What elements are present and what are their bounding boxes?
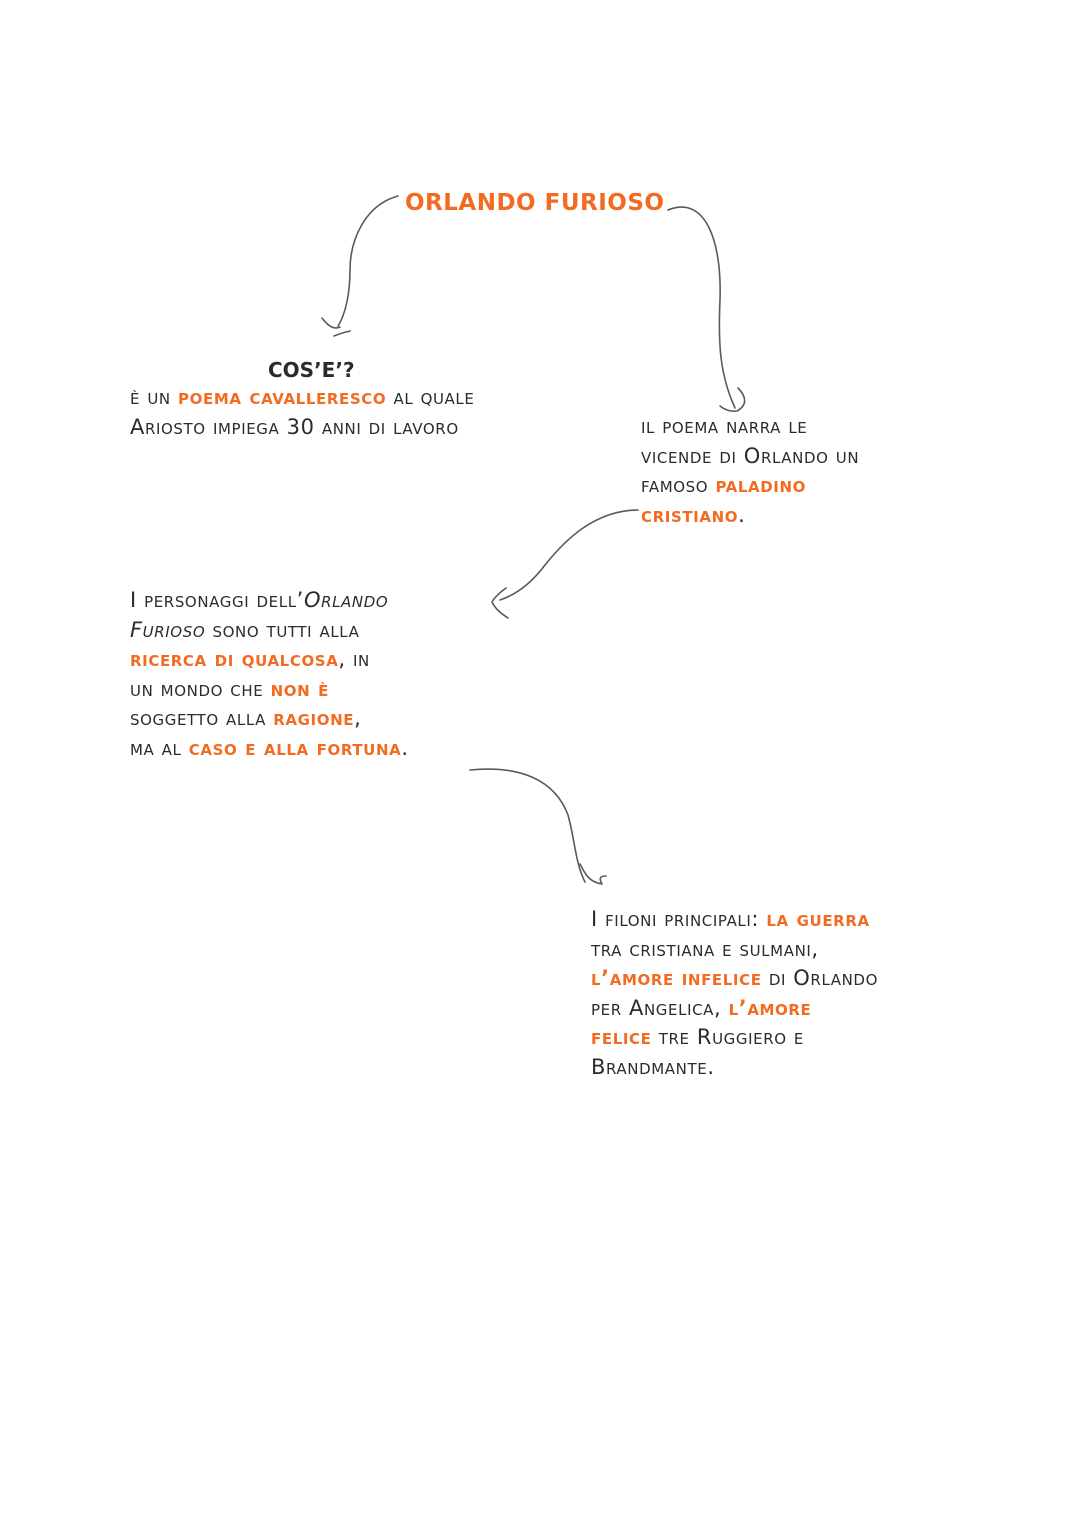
threads-highlight-felice: felice	[591, 1025, 652, 1049]
threads-t3-rest: di Orlando	[761, 966, 878, 990]
narration-block	[641, 412, 961, 530]
characters-t4: un mondo che	[130, 676, 271, 701]
arrow-characters-to-threads-head	[580, 864, 606, 884]
characters-block	[130, 586, 510, 763]
definition-line2: Ariosto impiega 30 anni di lavoro	[130, 414, 459, 439]
characters-t1: I personaggi dell’	[130, 588, 304, 612]
narration-line1: il poema narra le	[641, 414, 808, 438]
threads-highlight-amore-infelice: l’amore infelice	[591, 966, 762, 990]
definition-prefix: è un	[130, 385, 179, 409]
threads-highlight-amore: l’amore	[728, 995, 812, 1020]
arrow-characters-to-threads	[470, 769, 585, 882]
characters-period: .	[401, 735, 409, 760]
characters-t1-italic: Orlando	[303, 588, 389, 612]
narration-line2: vicende di Orlando un	[641, 443, 860, 468]
arrow-title-to-definition	[338, 196, 398, 326]
threads-t2: tra cristiana e sulmani,	[591, 936, 819, 961]
page-title: ORLANDO FURIOSO	[405, 190, 665, 216]
threads-block	[591, 905, 971, 1082]
threads-t5-rest: tre Ruggiero e	[651, 1025, 805, 1049]
characters-t3-rest: , in	[338, 647, 370, 671]
characters-highlight-non-e: non è	[270, 676, 330, 701]
definition-middle: al quale	[386, 385, 475, 409]
threads-t6: Brandmante.	[591, 1054, 715, 1079]
characters-t5-rest: ,	[354, 706, 362, 730]
characters-t5: soggetto alla	[130, 706, 274, 730]
threads-t1: I filoni principali:	[591, 907, 767, 931]
characters-highlight-caso: caso e alla fortuna	[188, 735, 402, 760]
narration-highlight-paladino: paladino	[715, 473, 806, 497]
narration-line3-prefix: famoso	[641, 473, 716, 497]
definition-block	[130, 383, 600, 442]
characters-t6: ma al	[130, 735, 189, 760]
arrow-title-to-definition-head	[322, 318, 350, 336]
characters-highlight-ricerca: ricerca di qualcosa	[130, 647, 339, 671]
definition-heading: COS’E’?	[268, 358, 355, 382]
characters-t2-italic: Furioso	[130, 617, 206, 642]
threads-highlight-guerra: la guerra	[766, 907, 870, 931]
arrow-narration-to-characters	[500, 510, 638, 600]
threads-t4: per Angelica,	[591, 995, 729, 1020]
arrow-title-to-narration	[668, 207, 735, 408]
characters-highlight-ragione: ragione	[273, 706, 355, 730]
characters-t2-rest: sono tutti alla	[205, 617, 360, 642]
arrow-title-to-narration-head	[720, 388, 745, 411]
narration-period: .	[738, 502, 746, 527]
definition-highlight: poema cavalleresco	[178, 385, 387, 409]
narration-highlight-cristiano: cristiano	[641, 502, 739, 527]
